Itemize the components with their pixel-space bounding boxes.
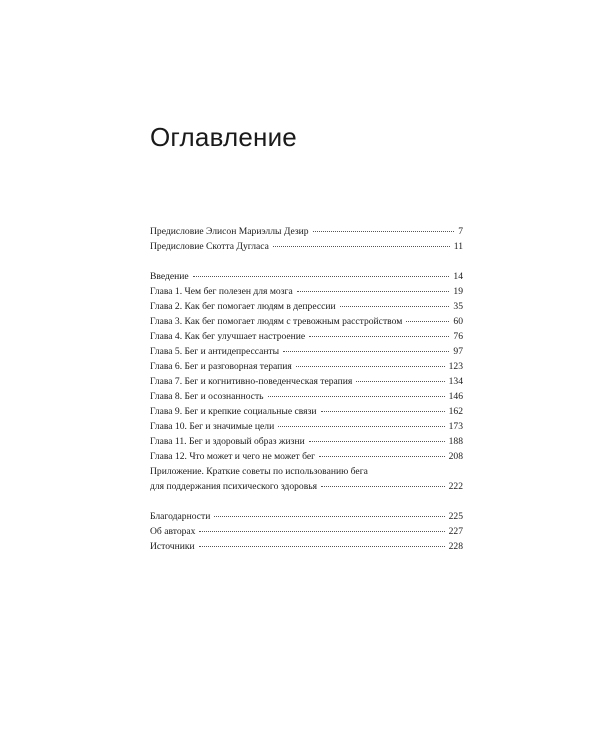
toc-entry-title: Источники: [150, 541, 195, 552]
dot-leader: [319, 456, 445, 457]
toc-entry-page: 76: [453, 331, 463, 342]
dot-leader: [321, 486, 445, 487]
toc-entry: [150, 374, 463, 389]
toc-appendix: [150, 464, 463, 494]
toc-entry: [150, 314, 463, 329]
toc-entry: [150, 419, 463, 434]
toc-entry-title: для поддержания психического здоровья: [150, 481, 318, 492]
toc-entry-title: Приложение. Краткие советы по использованию бега: [150, 466, 368, 477]
toc-entry-page: 225: [448, 511, 463, 522]
dot-leader: [406, 321, 449, 322]
toc-entry-page: 134: [448, 376, 463, 387]
toc-entry-title: Глава 3. Как бег помогает людям с тревожным расстройством: [150, 316, 403, 327]
toc-entry-title: Глава 11. Бег и здоровый образ жизни: [150, 436, 305, 447]
toc-entry-title: Глава 7. Бег и когнитивно-поведенческая терапия: [150, 376, 353, 387]
dot-leader: [356, 381, 444, 382]
toc-entry-title: Глава 4. Как бег улучшает настроение: [150, 331, 306, 342]
toc-entry-page: 11: [453, 241, 463, 252]
page-title: Оглавление: [150, 122, 297, 152]
toc-entry-title: Глава 8. Бег и осознанность: [150, 391, 264, 402]
toc-back-matter: [150, 509, 463, 554]
toc-entry-page: 14: [453, 271, 463, 282]
toc-entry: [150, 449, 463, 464]
toc-entry-page: 19: [453, 286, 463, 297]
dot-leader: [193, 276, 450, 277]
toc-entry-title: Об авторах: [150, 526, 196, 537]
toc-entry-title: Введение: [150, 271, 189, 282]
toc-entry-page: 228: [448, 541, 463, 552]
dot-leader: [283, 351, 449, 352]
toc-entry-title: Глава 9. Бег и крепкие социальные связи: [150, 406, 317, 417]
toc-entry: [150, 224, 463, 239]
toc-entry: [150, 434, 463, 449]
toc-entry: [150, 509, 463, 524]
toc-entry-page: 146: [448, 391, 463, 402]
toc-entry-page: 162: [448, 406, 463, 417]
toc-entry: [150, 539, 463, 554]
dot-leader: [199, 531, 444, 532]
toc-entry: [150, 524, 463, 539]
toc-entry-page: 222: [448, 481, 463, 492]
dot-leader: [199, 546, 445, 547]
toc-entry: [150, 299, 463, 314]
dot-leader: [296, 366, 445, 367]
toc-entry-page: 123: [448, 361, 463, 372]
toc-entry: [150, 284, 463, 299]
toc-entry-page: 60: [453, 316, 463, 327]
toc-entry-page: 7: [458, 226, 463, 237]
dot-leader: [273, 246, 450, 247]
toc-entry-title: Глава 1. Чем бег полезен для мозга: [150, 286, 293, 297]
toc-entry: [150, 329, 463, 344]
toc-entry-title: Благодарности: [150, 511, 211, 522]
toc-entry-title: Глава 5. Бег и антидепрессанты: [150, 346, 280, 357]
table-of-contents: [150, 224, 463, 554]
dot-leader: [309, 336, 449, 337]
dot-leader: [321, 411, 445, 412]
toc-entry-page: 188: [448, 436, 463, 447]
dot-leader: [309, 441, 445, 442]
toc-entry-title: Глава 6. Бег и разговорная терапия: [150, 361, 292, 372]
dot-leader: [313, 231, 455, 232]
toc-entry-page: 97: [453, 346, 463, 357]
toc-entry: [150, 404, 463, 419]
toc-entry: [150, 479, 463, 494]
toc-entry-page: 227: [448, 526, 463, 537]
toc-entry: [150, 389, 463, 404]
toc-entry: [150, 344, 463, 359]
dot-leader: [278, 426, 444, 427]
toc-chapters: [150, 269, 463, 464]
toc-entry-title: Предисловие Скотта Дугласа: [150, 241, 269, 252]
dot-leader: [268, 396, 445, 397]
toc-entry: [150, 269, 463, 284]
toc-entry: [150, 239, 463, 254]
toc-entry-title: Предисловие Элисон Мариэллы Дезир: [150, 226, 309, 237]
toc-entry-page: 35: [453, 301, 463, 312]
dot-leader: [297, 291, 450, 292]
toc-entry-title: Глава 10. Бег и значимые цели: [150, 421, 275, 432]
dot-leader: [340, 306, 450, 307]
toc-entry-page: 208: [448, 451, 463, 462]
toc-entry: [150, 359, 463, 374]
toc-entry-title: Глава 2. Как бег помогает людям в депрессии: [150, 301, 336, 312]
dot-leader: [214, 516, 444, 517]
toc-forewords: [150, 224, 463, 254]
toc-entry-title: Глава 12. Что может и чего не может бег: [150, 451, 316, 462]
toc-entry-page: 173: [448, 421, 463, 432]
